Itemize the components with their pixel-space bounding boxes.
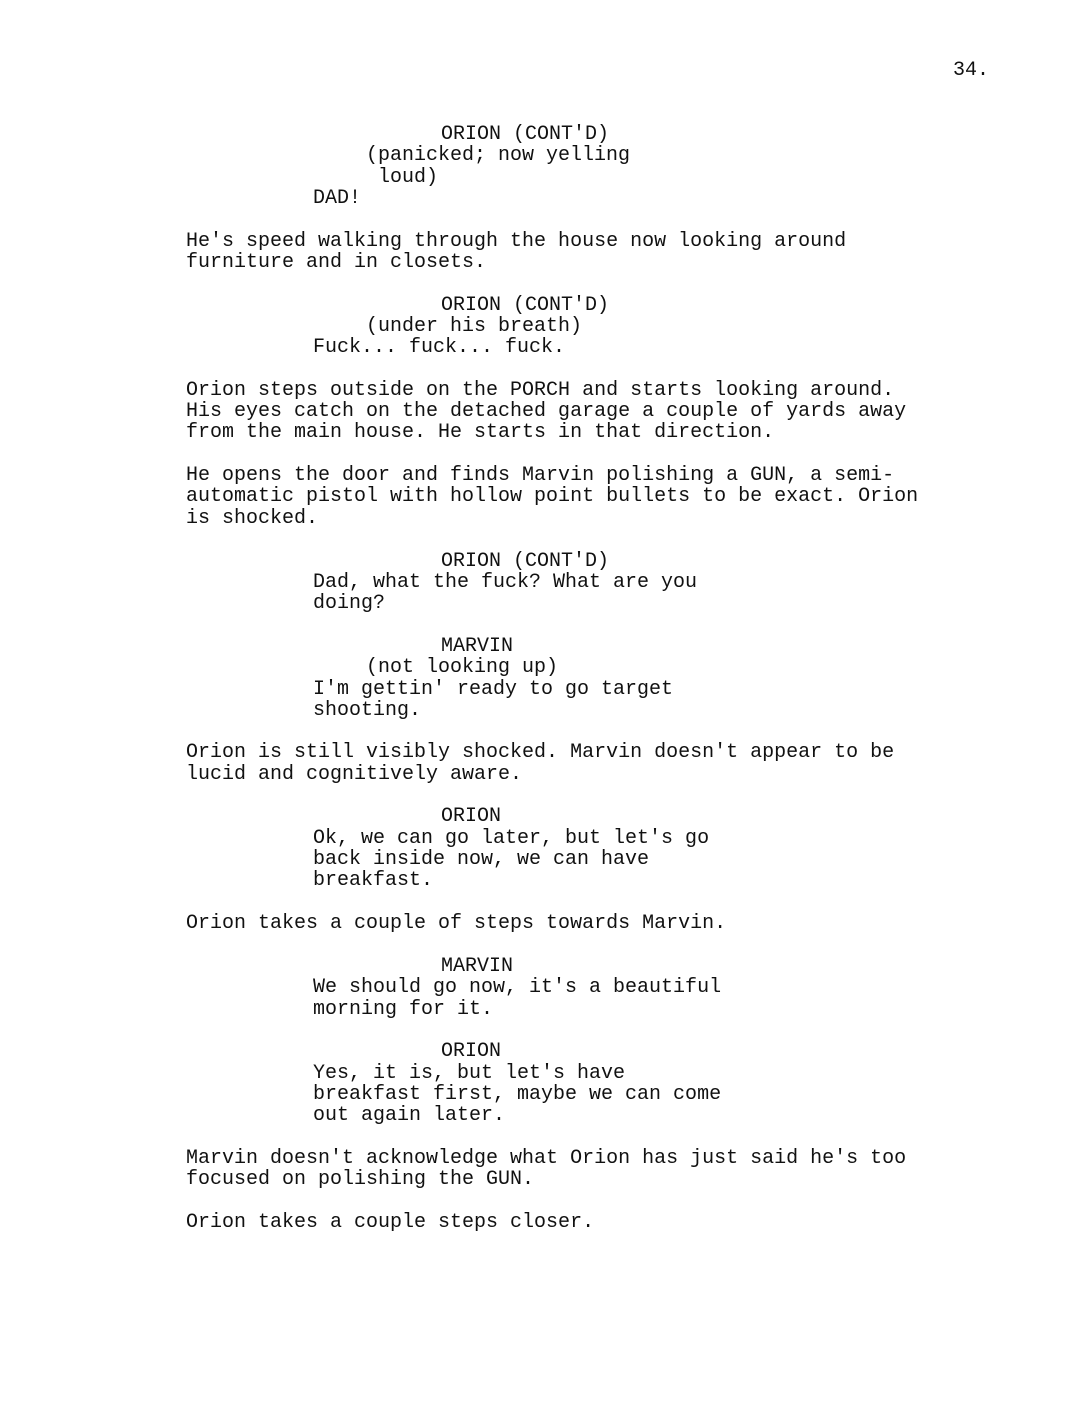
action-line: furniture and in closets. bbox=[186, 251, 487, 274]
character-cue: ORION (CONT'D) bbox=[441, 294, 610, 317]
dialogue-line: Yes, it is, but let's have bbox=[313, 1062, 626, 1085]
action-line: Orion is still visibly shocked. Marvin doesn't appear to be bbox=[186, 741, 895, 764]
dialogue-line: Dad, what the fuck? What are you bbox=[313, 571, 698, 594]
action-line: Orion steps outside on the PORCH and starts looking around. bbox=[186, 379, 895, 402]
dialogue-line: shooting. bbox=[313, 699, 422, 722]
parenthetical: loud) bbox=[378, 166, 439, 189]
action-line: He opens the door and finds Marvin polishing a GUN, a semi- bbox=[186, 464, 895, 487]
page-number: 34. bbox=[953, 59, 990, 82]
action-line: Orion takes a couple steps closer. bbox=[186, 1211, 595, 1234]
character-cue: ORION bbox=[441, 1040, 502, 1063]
dialogue-line: Fuck... fuck... fuck. bbox=[313, 336, 566, 359]
character-cue: ORION (CONT'D) bbox=[441, 123, 610, 146]
action-line: His eyes catch on the detached garage a couple of yards away bbox=[186, 400, 907, 423]
character-cue: MARVIN bbox=[441, 955, 514, 978]
parenthetical: (panicked; now yelling bbox=[366, 144, 631, 167]
action-line: Orion takes a couple of steps towards Marvin. bbox=[186, 912, 727, 935]
character-cue: ORION bbox=[441, 805, 502, 828]
action-line: lucid and cognitively aware. bbox=[186, 763, 523, 786]
dialogue-line: We should go now, it's a beautiful bbox=[313, 976, 722, 999]
action-line: is shocked. bbox=[186, 507, 319, 530]
dialogue-line: back inside now, we can have bbox=[313, 848, 650, 871]
dialogue-line: morning for it. bbox=[313, 998, 494, 1021]
character-cue: ORION (CONT'D) bbox=[441, 550, 610, 573]
dialogue-line: breakfast. bbox=[313, 869, 434, 892]
dialogue-line: DAD! bbox=[313, 187, 362, 210]
action-line: Marvin doesn't acknowledge what Orion has just said he's too bbox=[186, 1147, 907, 1170]
dialogue-line: I'm gettin' ready to go target bbox=[313, 678, 674, 701]
dialogue-line: Ok, we can go later, but let's go bbox=[313, 827, 710, 850]
dialogue-line: out again later. bbox=[313, 1104, 506, 1127]
action-line: focused on polishing the GUN. bbox=[186, 1168, 535, 1191]
parenthetical: (under his breath) bbox=[366, 315, 583, 338]
action-line: He's speed walking through the house now looking around bbox=[186, 230, 847, 253]
character-cue: MARVIN bbox=[441, 635, 514, 658]
dialogue-line: breakfast first, maybe we can come bbox=[313, 1083, 722, 1106]
action-line: automatic pistol with hollow point bullets to be exact. Orion bbox=[186, 485, 919, 508]
action-line: from the main house. He starts in that direction. bbox=[186, 421, 775, 444]
dialogue-line: doing? bbox=[313, 592, 386, 615]
parenthetical: (not looking up) bbox=[366, 656, 559, 679]
